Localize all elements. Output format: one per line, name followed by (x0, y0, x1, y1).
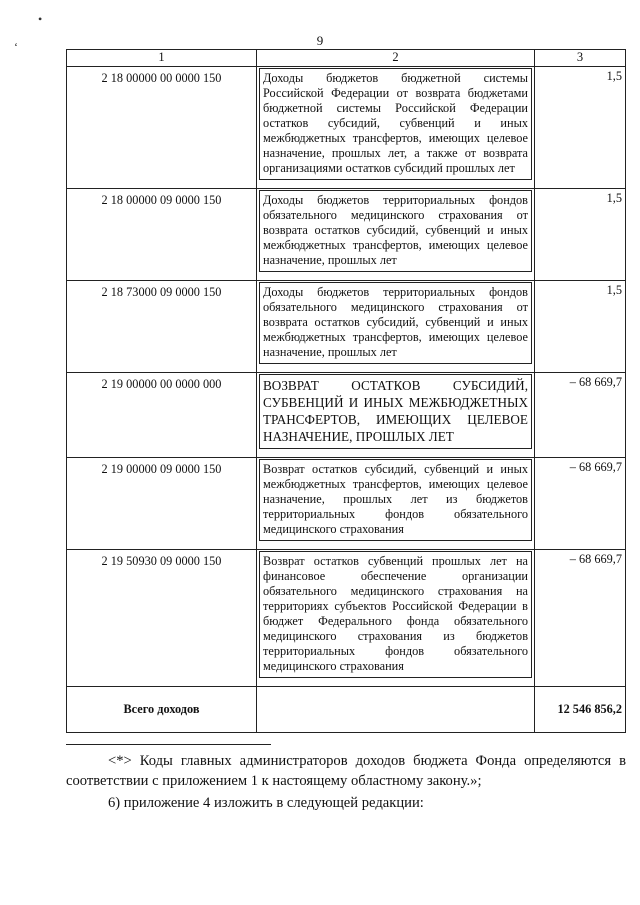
table-row (67, 189, 626, 281)
footnote-divider (66, 744, 271, 745)
table-row (67, 67, 626, 189)
revenue-code: 2 18 00000 09 0000 150 (67, 189, 257, 281)
table-row (67, 550, 626, 687)
revenue-code: 2 19 00000 00 0000 000 (67, 373, 257, 458)
revenue-amount: 1,5 (535, 67, 626, 189)
revenue-amount: – 68 669,7 (535, 373, 626, 458)
revenue-amount: 1,5 (535, 281, 626, 373)
revenue-description: Возврат остатков субвенций прошлых лет на финансовое обеспечение организации обязательного медицинского страхования на территориях субъектов Российской Федерации в бюджет Федерального фонда обязательного медицинского страхования из бюджетов территориальных фондов обязательного медицинского страхования (259, 551, 532, 678)
page-number: 9 (316, 33, 324, 48)
revenue-code: 2 18 73000 09 0000 150 (67, 281, 257, 373)
revenue-description: Доходы бюджетов территориальных фондов обязательного медицинского страхования от возврата остатков субсидий, субвенций и иных межбюджетных трансфертов, имеющих целевое назначение, прошлых лет (259, 190, 532, 272)
total-row (67, 687, 626, 733)
revenue-amount: – 68 669,7 (535, 458, 626, 550)
revenue-description: Доходы бюджетов территориальных фондов обязательного медицинского страхования от возврата остатков субсидий, субвенций и иных межбюджетных трансфертов, имеющих целевое назначение, прошлых лет (259, 282, 532, 364)
column-header: 3 (535, 50, 626, 67)
revenue-table (66, 49, 626, 733)
revenue-description: Возврат остатков субсидий, субвенций и иных межбюджетных трансфертов, имеющих целевое назначение, прошлых лет из бюджетов территориальных фондов обязательного медицинского страхования (259, 459, 532, 541)
revenue-code: 2 19 00000 09 0000 150 (67, 458, 257, 550)
column-header: 2 (257, 50, 535, 67)
revenue-description: ВОЗВРАТ ОСТАТКОВ СУБСИДИЙ, СУБВЕНЦИЙ И ИНЫХ МЕЖБЮДЖЕТНЫХ ТРАНСФЕРТОВ, ИМЕЮЩИХ ЦЕЛЕВОЕ НАЗНАЧЕНИЕ, ПРОШЛЫХ ЛЕТ (259, 374, 532, 449)
total-empty-cell (257, 687, 535, 733)
table-row (67, 281, 626, 373)
revenue-amount: 1,5 (535, 189, 626, 281)
table-header-row (67, 50, 626, 67)
revenue-code: 2 19 50930 09 0000 150 (67, 550, 257, 687)
scan-mark: • (38, 12, 43, 26)
scan-mark: ʻ (14, 40, 18, 54)
revenue-description: Доходы бюджетов бюджетной системы Российской Федерации от возврата бюджетами бюджетной системы Российской Федерации остатков субсидий, субвенций и иных межбюджетных трансфертов, имеющих целевое назначение, прошлых лет, а также от возврата организациями остатков субсидий прошлых лет (259, 68, 532, 180)
total-label: Всего доходов (67, 687, 257, 733)
total-amount: 12 546 856,2 (535, 687, 626, 733)
table-row (67, 458, 626, 550)
revenue-code: 2 18 00000 00 0000 150 (67, 67, 257, 189)
revenue-amount: – 68 669,7 (535, 550, 626, 687)
column-header: 1 (67, 50, 257, 67)
footnote-text: <*> Коды главных администраторов доходов бюджета Фонда определяются в соответствии с приложением 1 к настоящему областному закону.»; (66, 753, 626, 789)
table-row (67, 373, 626, 458)
amendment-paragraph: 6) приложение 4 изложить в следующей редакции: (108, 795, 424, 811)
